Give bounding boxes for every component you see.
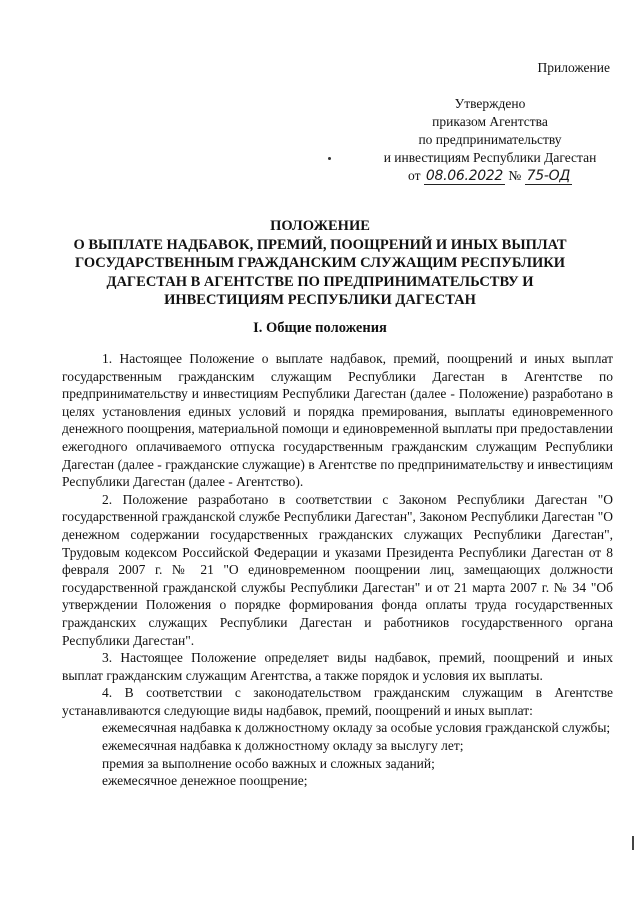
approval-line: Утверждено <box>454 96 526 111</box>
paragraph-2: 2. Положение разработано в соответствии с Законом Республики Дагестан "О государственной гражданской службе Республики Дагестан", Законом Республики Дагестан "О денежном содержании государственных гражданских служащих Республики Дагестан", Трудовым кодексом Российской Федерации и указами Президента Республики Дагестан от 8 февраля 2007 г. № 21 "О единовременном поощрении лиц, замещающих должности государственной гражданской службы Республики Дагестан" и от 21 марта 2007 г. № 34 "Об утверждении Положения о порядке формирования фонда оплаты труда государственных гражданских служащих Республики Дагестан и работников государственного органа Республики Дагестан". <box>62 491 613 648</box>
section-heading: I. Общие положения <box>253 320 387 336</box>
order-date: 08.06.2022 <box>425 168 504 184</box>
paragraph-3: 3. Настоящее Положение определяет виды надбавок, премий, поощрений и иных выплат гражданским служащим Агентства, а также порядок и условия их выплаты. <box>62 650 613 683</box>
approval-line: приказом Агентства <box>432 114 548 129</box>
list-item: ежемесячная надбавка к должностному окладу за особые условия гражданской службы; <box>102 720 611 736</box>
approval-line: и инвестициям Республики Дагестан <box>383 150 597 165</box>
title-line: ГОСУДАРСТВЕННЫМ ГРАЖДАНСКИМ СЛУЖАЩИМ РЕСПУБЛИКИ <box>74 255 566 271</box>
title-line: ИНВЕСТИЦИЯМ РЕСПУБЛИКИ ДАГЕСТАН <box>164 292 476 308</box>
document-body <box>62 350 613 790</box>
date-prefix: от <box>408 168 421 183</box>
document-title <box>40 217 600 310</box>
approval-line: по предпринимательству <box>418 132 562 147</box>
title-line: ДАГЕСТАН В АГЕНТСТВЕ ПО ПРЕДПРИНИМАТЕЛЬСТВУ И <box>106 273 534 290</box>
list-item: ежемесячное денежное поощрение; <box>102 773 308 789</box>
title-line: ПОЛОЖЕНИЕ <box>270 218 370 234</box>
order-date-number-line <box>370 167 610 185</box>
number-prefix: № <box>508 168 522 183</box>
list-item: премия за выполнение особо важных и сложных заданий; <box>102 755 435 771</box>
list-item: ежемесячная надбавка к должностному окладу за выслугу лет; <box>102 738 464 754</box>
paragraph-4: 4. В соответствии с законодательством гражданским служащим в Агентстве устанавливаются следующие виды надбавок, премий, поощрений и иных выплат: <box>62 685 613 718</box>
approval-block <box>370 95 610 185</box>
paragraph-1: 1. Настоящее Положение о выплате надбавок, премий, поощрений и иных выплат государственным гражданским служащим Республики Дагестан в Агентстве по предпринимательству и инвестициям Республики Дагестан (далее - Положение) разработано в целях установления единых условий и порядка премирования, выплаты единовременного денежного поощрения, материальной помощи и единовременной выплаты при предоставлении ежегодного оплачиваемого отпуска государственным гражданским служащим Республики Дагестан (далее - гражданские служащие) в Агентстве по предпринимательству и инвестициям Республики Дагестан (далее - Агентство). <box>62 351 613 490</box>
stray-dot <box>328 157 331 160</box>
scan-edge-mark <box>632 836 634 850</box>
order-number: 75-ОД <box>526 168 570 184</box>
appendix-label: Приложение <box>537 60 610 75</box>
title-line: О ВЫПЛАТЕ НАДБАВОК, ПРЕМИЙ, ПООЩРЕНИЙ И ИНЫХ ВЫПЛАТ <box>73 236 567 253</box>
